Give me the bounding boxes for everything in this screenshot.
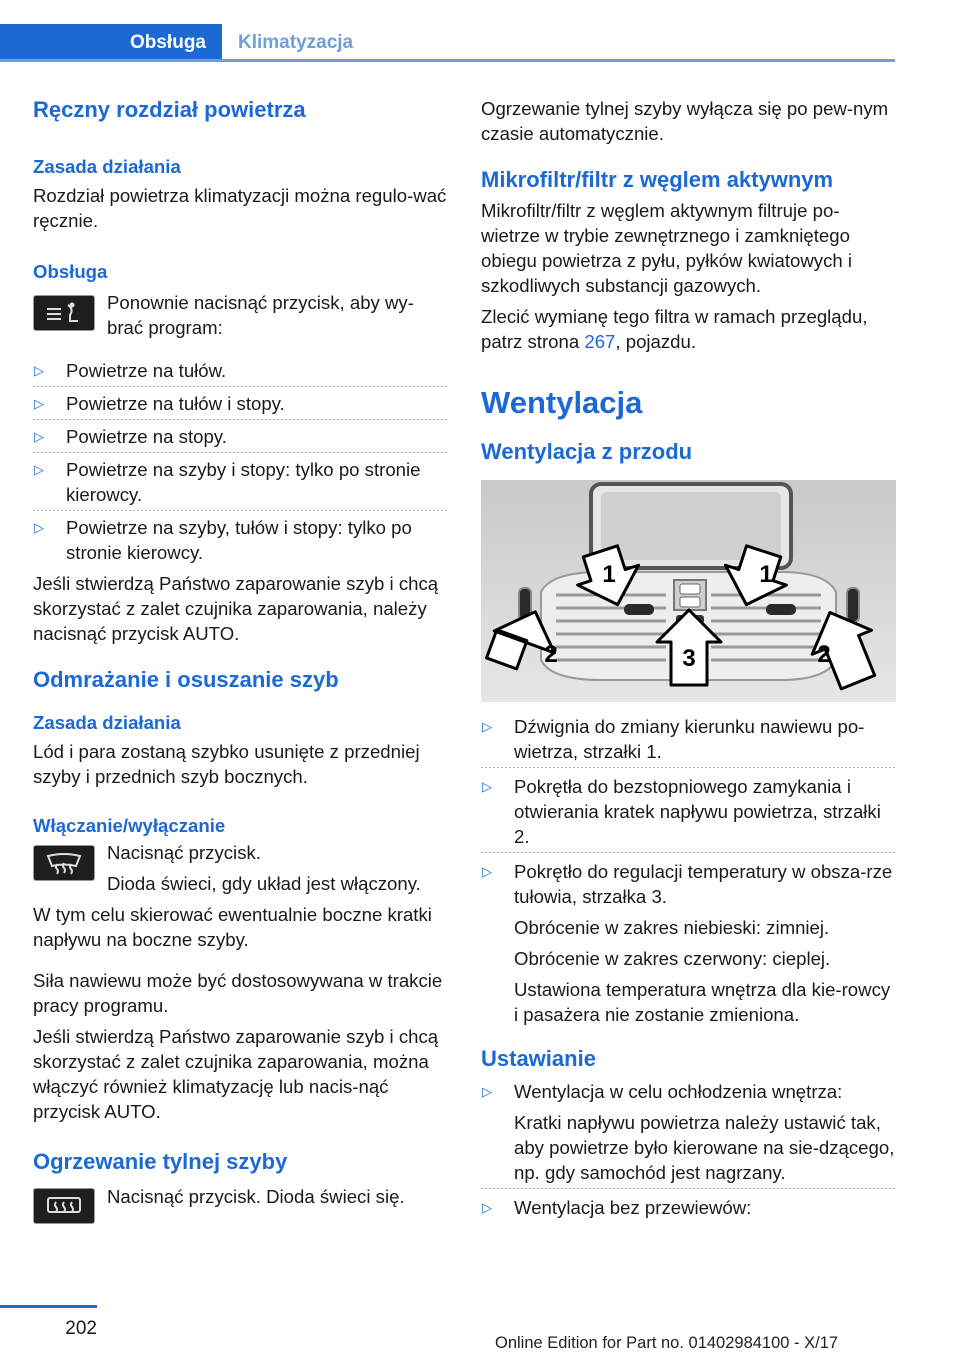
front-ventilation-list	[481, 714, 896, 1027]
edition-footer: Online Edition for Part no. 01402984100 - X/17	[495, 1334, 839, 1352]
header-bar	[0, 24, 895, 62]
side-vents-text: W tym celu skierować ewentualnie boczne kratki napływu na boczne szyby.	[33, 904, 432, 950]
heading-on-off: Włączanie/wyłączanie	[33, 815, 226, 836]
filter-service-text: Zlecić wymianę tego filtra w ramach przeglądu, patrz strona 267, pojazdu.	[481, 306, 868, 352]
defrost-button-icon	[33, 845, 95, 881]
program-list	[33, 358, 448, 565]
triangle-bullet-icon: ▷	[34, 429, 44, 444]
triangle-bullet-icon: ▷	[482, 864, 492, 879]
list-item: ▷ Wentylacja w celu ochłodzenia wnętrza: Kratki napływu powietrza należy ustawić tak, aby powietrze było kierowane na sie-dzącego, np. gdy samochód jest nagrzany.	[481, 1079, 896, 1185]
tab-obsluga[interactable]: Obsługa	[0, 24, 222, 62]
temperature-red-text: Obrócenie w zakres czerwony: cieplej.	[514, 948, 831, 969]
rear-heating-off-text: Ogrzewanie tylnej szyby wyłącza się po pew-nym czasie automatycznie.	[481, 98, 889, 144]
triangle-bullet-icon: ▷	[34, 396, 44, 411]
air-distribution-button-icon	[33, 295, 95, 331]
heading-defrost-principle: Zasada działania	[33, 712, 181, 733]
rear-heating-text: Nacisnąć przycisk. Dioda świeci się.	[107, 1186, 405, 1207]
left-column	[33, 96, 448, 1209]
air-distribution-button-row	[33, 290, 448, 340]
onoff-text-2: Dioda świeci, gdy układ jest włączony.	[107, 873, 421, 894]
list-item: ▷ Powietrze na tułów.	[33, 358, 448, 383]
temperature-note-text: Ustawiona temperatura wnętrza dla kie-rowcy i pasażera nie zostanie zmieniona.	[514, 979, 891, 1025]
header-underline	[0, 59, 895, 62]
figure-label-3: 3	[682, 645, 696, 672]
tab-klimatyzacja[interactable]: Klimatyzacja	[238, 32, 354, 53]
figure-label-2-left: 2	[544, 641, 558, 668]
list-item: ▷ Dźwignia do zmiany kierunku nawiewu po-wietrza, strzałki 1.	[481, 714, 896, 764]
setting-list	[481, 1079, 896, 1220]
defrost-button-row	[33, 840, 448, 896]
fog-sensor-text: Jeśli stwierdzą Państwo zaparowanie szyb i chcą skorzystać z zalet czujnika zaparowania, należy nacisnąć przycisk AUTO.	[33, 573, 439, 644]
chapter-title-ventilation: Wentylacja	[481, 385, 643, 420]
list-item: ▷ Pokrętła do bezstopniowego zamykania i otwierania kratek napływu powietrza, strzałki 2.	[481, 774, 896, 849]
defrost-principle-text: Lód i para zostaną szybko usunięte z przedniej szyby i przednich szyb bocznych.	[33, 741, 420, 787]
triangle-bullet-icon: ▷	[482, 779, 492, 794]
figure-label-2-right: 2	[817, 641, 831, 668]
cooling-vents-text: Kratki napływu powietrza należy ustawić tak, aby powietrze było kierowane na sie-dzącego, np. gdy samochód jest nagrzany.	[514, 1112, 895, 1183]
triangle-bullet-icon: ▷	[482, 719, 492, 734]
list-item: ▷ Pokrętło do regulacji temperatury w obsza-rze tułowia, strzałka 3. Obrócenie w zakres niebieski: zimniej. Obrócenie w zakres czerwony: cieplej. Ustawiona temperatura wnętrza dla kie-rowcy i pasażera nie zostanie zmieniona.	[481, 859, 896, 1027]
figure-label-1-left: 1	[602, 561, 616, 588]
section-title-microfilter: Mikrofiltr/filtr z węglem aktywnym	[481, 167, 834, 192]
filter-text: Mikrofiltr/filtr z węglem aktywnym filtruje po-wietrze w trybie zewnętrznego i zamkniętego obiegu powietrza z pyłu, pyłków kwiatowych i szkodliwych substancji gazowych.	[481, 200, 853, 296]
heading-operation: Obsługa	[33, 261, 108, 282]
operation-text: Ponownie nacisnąć przycisk, aby wy-brać program:	[107, 292, 414, 338]
right-column	[481, 96, 896, 1220]
temperature-blue-text: Obrócenie w zakres niebieski: zimniej.	[514, 917, 830, 938]
onoff-text-1: Nacisnąć przycisk.	[107, 842, 261, 863]
section-title-rear-window-heating: Ogrzewanie tylnej szyby	[33, 1149, 288, 1174]
section-title-manual-distribution: Ręczny rozdział powietrza	[33, 97, 306, 122]
principle-text: Rozdział powietrza klimatyzacji można regulo-wać ręcznie.	[33, 185, 447, 231]
heading-setting: Ustawianie	[481, 1046, 596, 1071]
triangle-bullet-icon: ▷	[34, 363, 44, 378]
page-number: 202	[65, 1318, 97, 1339]
fog-sensor-text-2: Jeśli stwierdzą Państwo zaparowanie szyb i chcą skorzystać z zalet czujnika zaparowania, można włączyć również klimatyzację lub nacis-nąć przycisk AUTO.	[33, 1026, 439, 1122]
front-vents-illustration	[481, 480, 896, 702]
page-number-block	[0, 1305, 97, 1340]
list-item: ▷ Powietrze na szyby, tułów i stopy: tylko po stronie kierowcy.	[34, 517, 412, 563]
triangle-bullet-icon: ▷	[482, 1200, 492, 1215]
list-item: ▷ Powietrze na tułów i stopy.	[33, 391, 448, 416]
heading-principle: Zasada działania	[33, 156, 181, 177]
heading-front-ventilation: Wentylacja z przodu	[481, 439, 693, 464]
blower-text: Siła nawiewu może być dostosowywana w trakcie pracy programu.	[33, 970, 443, 1016]
rear-heating-button-row	[33, 1184, 448, 1209]
triangle-bullet-icon: ▷	[34, 462, 44, 477]
triangle-bullet-icon: ▷	[34, 520, 44, 535]
triangle-bullet-icon: ▷	[482, 1084, 492, 1099]
list-item: ▷ Wentylacja bez przewiewów:	[482, 1197, 752, 1218]
list-item: ▷ Powietrze na szyby i stopy: tylko po stronie kierowcy.	[33, 457, 448, 507]
list-item: ▷ Powietrze na stopy.	[33, 424, 448, 449]
figure-label-1-right: 1	[759, 561, 773, 588]
section-title-defrost: Odmrażanie i osuszanie szyb	[33, 667, 339, 692]
rear-window-heating-icon	[33, 1188, 95, 1224]
page-link-267[interactable]: 267	[584, 331, 616, 352]
